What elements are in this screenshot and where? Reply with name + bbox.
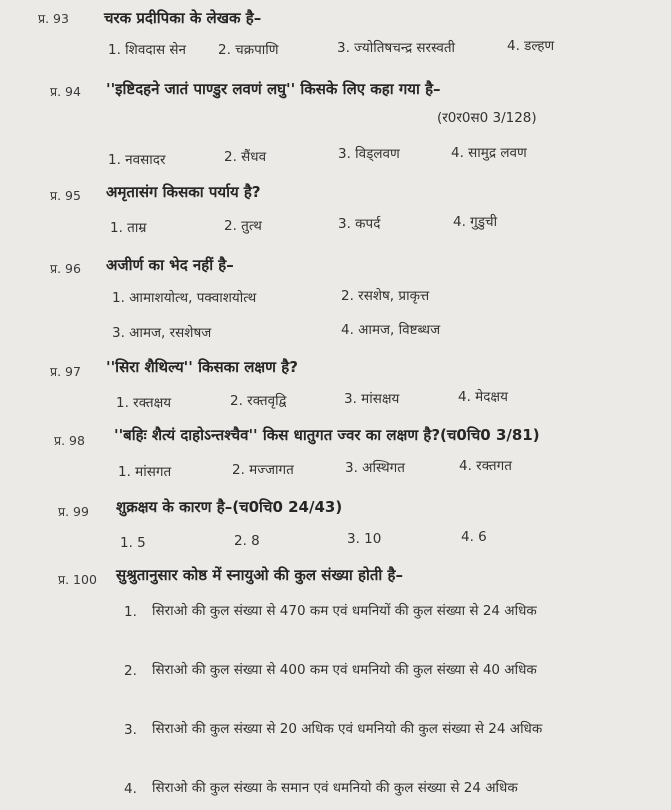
question-reference: (र0र0स0 3/128) — [437, 110, 537, 126]
option: 2. 8 — [234, 533, 260, 549]
option: 1. 5 — [120, 535, 146, 551]
option: 2. रसशेष, प्राकृत्त — [341, 288, 430, 304]
option: 4. आमज, विष्टब्धज — [341, 322, 441, 338]
option-number: 3. — [124, 722, 137, 738]
option: सिराओ की कुल संख्या से 20 अधिक एवं धमनियो की कुल संख्या से 24 अधिक — [152, 721, 543, 737]
question-text: चरक प्रदीपिका के लेखक है– — [104, 9, 262, 27]
option: सिराओ की कुल संख्या के समान एवं धमनियो की कुल संख्या से 24 अधिक — [152, 780, 518, 796]
option: 1. नवसादर — [108, 152, 166, 168]
question-text: शुक्रक्षय के कारण है–(च0चि0 24/43) — [116, 498, 343, 516]
option: 3. आमज, रसशेषज — [112, 325, 212, 341]
option: सिराओ की कुल संख्या से 470 कम एवं धमनियों की कुल संख्या से 24 अधिक — [152, 603, 537, 619]
option: 1. आमाशयोत्थ, पक्वाशयोत्थ — [112, 290, 257, 306]
option: 2. सैंधव — [224, 149, 267, 165]
question-text: ''इष्टिदहने जातं पाण्डुर लवणं लघु'' किसके लिए कहा गया है– — [106, 80, 441, 98]
option: 3. अस्थिगत — [345, 460, 405, 476]
question-text: ''बहिः शैत्यं दाहोऽन्तश्चैव'' किस धातुगत ज्वर का लक्षण है?(च0चि0 3/81) — [114, 426, 540, 444]
option: 2. रक्तवृद्वि — [230, 393, 287, 409]
option-number: 2. — [124, 663, 137, 679]
option: 4. गुडुची — [453, 214, 498, 230]
question-number: प्र. 97 — [50, 364, 81, 379]
option: 4. मेदक्षय — [458, 389, 508, 405]
question-number: प्र. 96 — [50, 261, 81, 276]
question-text: अमृतासंग किसका पर्याय है? — [106, 183, 261, 201]
option: 3. ज्योतिषचन्द्र सरस्वती — [337, 40, 456, 56]
question-number: प्र. 95 — [50, 188, 81, 203]
option: 3. कपर्द — [338, 216, 381, 232]
option: 2. तुत्थ — [224, 218, 262, 234]
option: 4. डल्हण — [507, 38, 555, 54]
option: 3. 10 — [347, 531, 382, 547]
option: 3. मांसक्षय — [344, 391, 400, 407]
option: 3. विड्लवण — [338, 146, 400, 162]
option: 4. सामुद्र लवण — [451, 145, 527, 161]
question-number: प्र. 100 — [58, 572, 97, 587]
option: सिराओ की कुल संख्या से 400 कम एवं धमनियो की कुल संख्या से 40 अधिक — [152, 662, 537, 678]
option: 2. मज्जागत — [232, 462, 294, 478]
question-text: सुश्रुतानुसार कोष्ठ में स्नायुओ की कुल संख्या होती है– — [116, 566, 403, 584]
option: 1. रक्तक्षय — [116, 395, 172, 411]
question-number: प्र. 99 — [58, 504, 89, 519]
option: 2. चक्रपाणि — [218, 42, 279, 58]
question-number: प्र. 94 — [50, 84, 81, 99]
question-text: ''सिरा शैथिल्य'' किसका लक्षण है? — [106, 358, 298, 376]
option: 1. ताम्र — [110, 220, 147, 236]
question-number: प्र. 93 — [38, 11, 69, 26]
option: 4. रक्तगत — [459, 458, 512, 474]
option-number: 4. — [124, 781, 137, 797]
option: 1. शिवदास सेन — [108, 42, 187, 58]
option: 4. 6 — [461, 529, 487, 545]
question-text: अजीर्ण का भेद नहीं है– — [106, 256, 234, 274]
question-number: प्र. 98 — [54, 433, 85, 448]
option-number: 1. — [124, 604, 137, 620]
option: 1. मांसगत — [118, 464, 172, 480]
